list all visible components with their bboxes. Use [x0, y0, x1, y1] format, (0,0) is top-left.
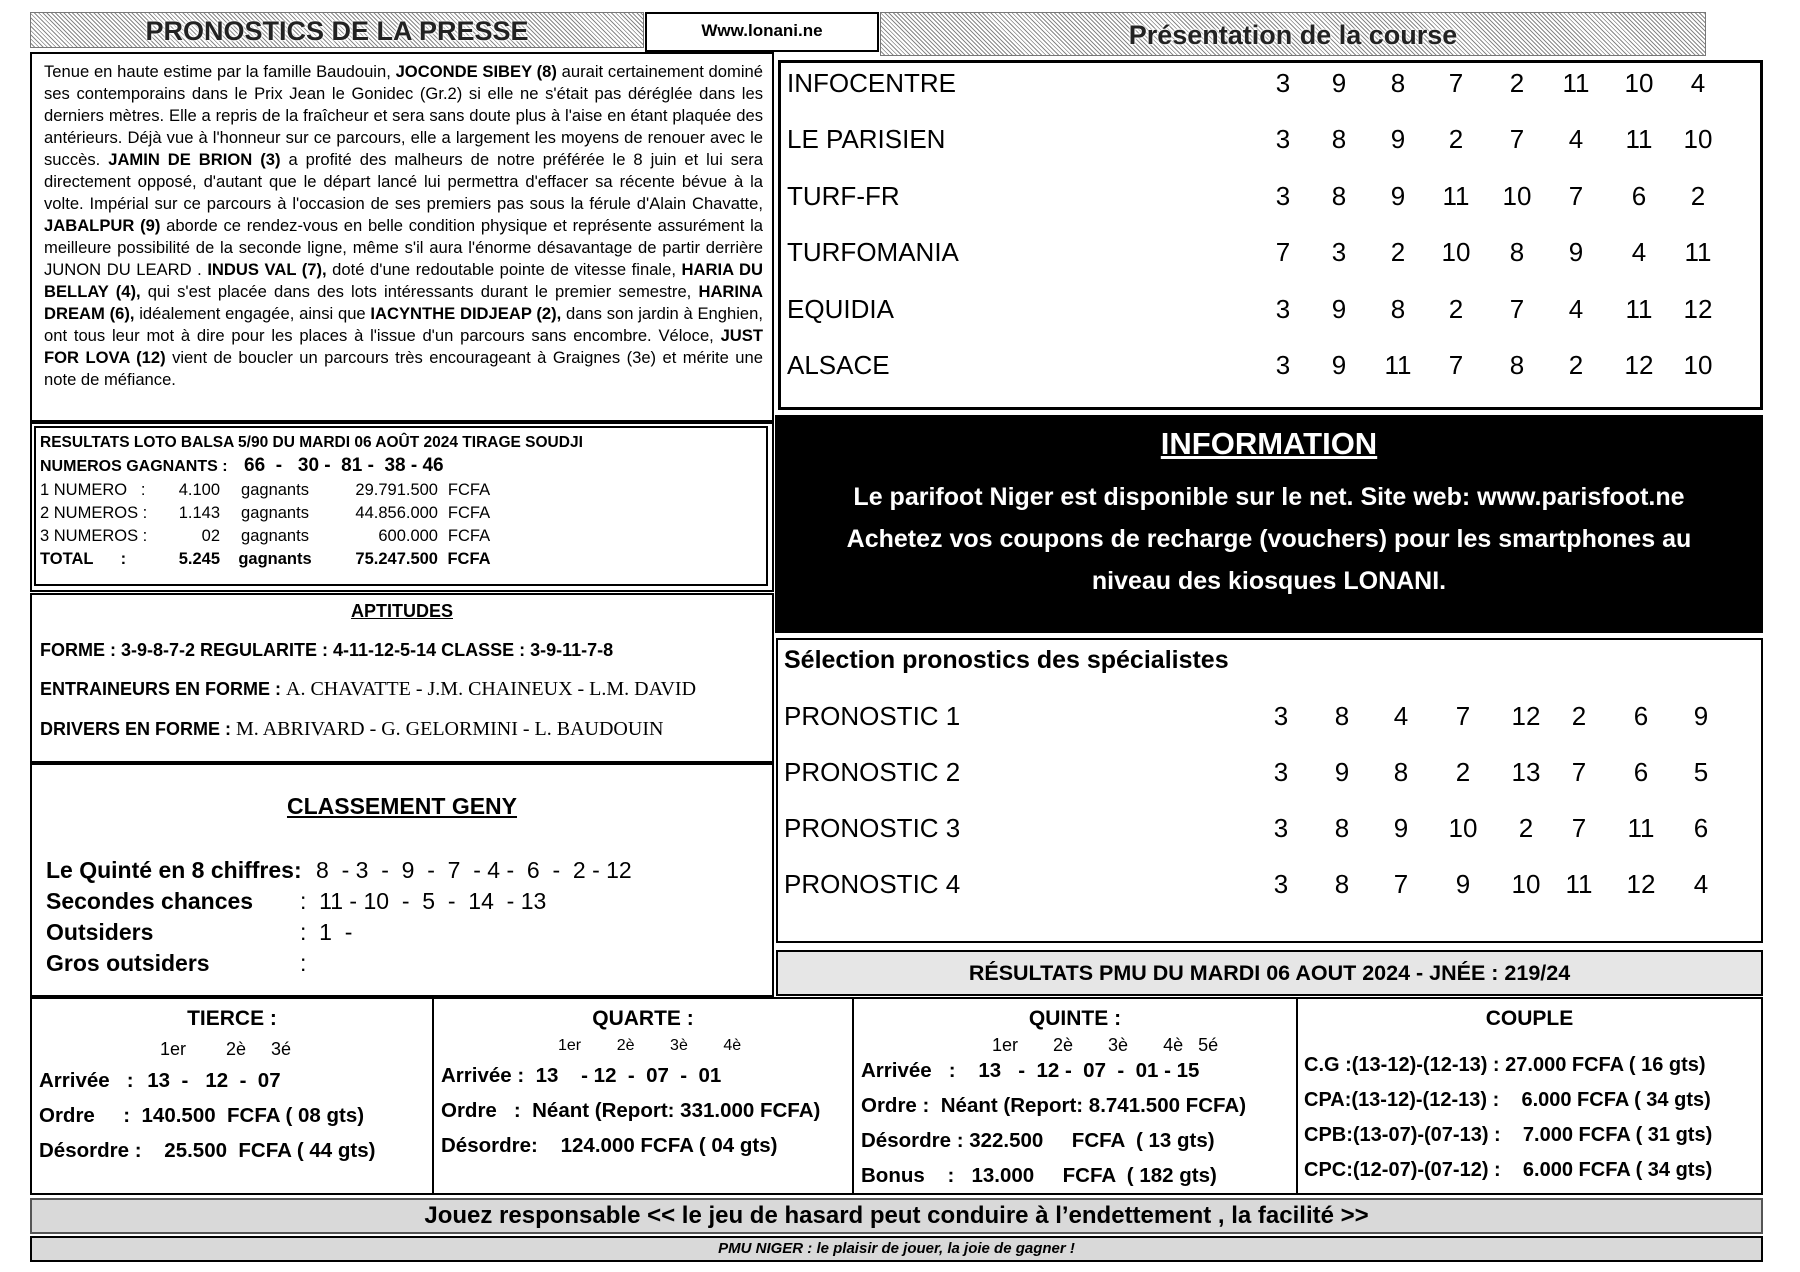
pronostic-row-number: 4: [1693, 868, 1709, 899]
loto-count: 5.245: [178, 550, 220, 568]
pronostic-row-name: PRONOSTIC 3: [784, 812, 961, 843]
presse-row: [781, 289, 1760, 329]
loto-count: 02: [201, 527, 220, 545]
entraineurs-label: ENTRAINEURS EN FORME :: [40, 679, 287, 699]
aptitudes-title: APTITUDES: [350, 601, 453, 621]
pmu-results-bar: [776, 950, 1763, 996]
course-header-title: Présentation de la course: [1128, 20, 1458, 50]
aptitudes-box: [30, 593, 774, 765]
presse-row-name: EQUIDIA: [787, 293, 894, 324]
horse-name: IACYNTHE DIDJEAP (2),: [370, 304, 562, 323]
presse-row-number: 11: [1684, 237, 1712, 267]
classement-quinte: [46, 857, 632, 884]
couple-title: COUPLE: [1485, 1007, 1574, 1030]
aptitudes-drivers: [40, 718, 663, 741]
pronostic-row-number: 9: [1693, 700, 1709, 731]
pronostic-row-number: 3: [1273, 812, 1289, 843]
loto-g: gagnants: [241, 504, 309, 522]
loto-amount: 29.791.500: [355, 481, 438, 499]
presse-row-number: 9: [1331, 350, 1347, 380]
presse-row-number: 8: [1331, 180, 1347, 211]
pronostic-row-number: 7: [1393, 868, 1409, 899]
pronostic-row-number: 4: [1393, 700, 1409, 731]
footer-responsable: [30, 1198, 1763, 1234]
presse-row-number: 11: [1625, 124, 1653, 154]
horse-name: JOCONDE SIBEY (8): [395, 62, 557, 81]
presse-row-number: 4: [1568, 293, 1584, 324]
presse-row-number: 3: [1275, 67, 1291, 98]
couple-line-cg: C.G :(13-12)-(12-13) : 27.000 FCFA ( 16 gts): [1304, 1054, 1706, 1076]
pronostic-row-number: 10: [1448, 812, 1478, 843]
presse-row-number: 8: [1390, 67, 1406, 98]
press-text: [44, 61, 763, 391]
pronostic-row-number: 10: [1511, 868, 1541, 899]
presse-row-number: 3: [1331, 237, 1347, 267]
pronostic-row-number: 8: [1334, 700, 1350, 731]
classement-outsiders: [46, 919, 352, 946]
aptitudes-entraineurs: [40, 678, 696, 701]
loto-rows: [40, 479, 583, 571]
presse-row-number: 3: [1275, 124, 1291, 154]
pronostic-row-number: 3: [1273, 868, 1289, 899]
pronostic-row-number: 8: [1334, 812, 1350, 843]
presse-row-number: 2: [1690, 180, 1706, 211]
quinte-arrivee: Arrivée : 13 - 12 - 07 - 01 - 15: [861, 1059, 1200, 1082]
pronostic-row-number: 9: [1334, 756, 1350, 787]
quarte-title: QUARTE :: [592, 1007, 694, 1030]
loto-label: TOTAL :: [40, 550, 127, 568]
presse-row-number: 9: [1331, 293, 1347, 324]
presse-row: [781, 346, 1760, 386]
pronostic-row-number: 6: [1633, 756, 1649, 787]
selection-title: Sélection pronostics des spécialistes: [784, 646, 1229, 674]
information-title: INFORMATION: [1160, 426, 1378, 461]
pronostic-row-number: 3: [1273, 700, 1289, 731]
tierce-arrivee-label: Arrivée :: [39, 1069, 134, 1092]
horse-name: JABALPUR (9): [44, 216, 161, 235]
loto-g: gagnants: [238, 550, 312, 568]
classement-title: CLASSEMENT GENY: [286, 793, 518, 819]
website-link[interactable]: Www.lonani.ne: [701, 21, 823, 40]
presse-row-number: 12: [1683, 293, 1713, 324]
secondes-value: : 11 - 10 - 5 - 14 - 13: [300, 888, 547, 914]
press-header: [30, 12, 644, 48]
press-text-segment: aborde ce rendez-vous en belle condition physique et représente assurément la meilleure possibilité de la seconde ligne, même s'il aura l'énorme désavantage de partir derrière JUNON DU LEARD .: [44, 216, 763, 279]
presse-row-number: 11: [1562, 67, 1590, 98]
presse-row-number: 7: [1275, 237, 1291, 267]
pronostic-row-number: 11: [1565, 868, 1593, 899]
presse-row-number: 3: [1275, 350, 1291, 380]
couple-box: [1298, 997, 1763, 1195]
quarte-desordre: Désordre: 124.000 FCFA ( 04 gts): [441, 1134, 778, 1157]
pronostic-row-number: 6: [1693, 812, 1709, 843]
quinte-value: 8 - 3 - 9 - 7 - 4 - 6 - 2 - 12: [316, 857, 632, 883]
selection-box: [776, 638, 1763, 943]
pronostic-row-number: 3: [1273, 756, 1289, 787]
course-header: [880, 12, 1706, 56]
pmu-results-title: RÉSULTATS PMU DU MARDI 06 AOUT 2024 - JNÉE : 219/24: [968, 961, 1571, 985]
loto-g: gagnants: [241, 527, 309, 545]
press-text-segment: dans son jardin à Enghien, ont tous leur mot à dire pour les places à l'issue d'un parcours sans encombre. Véloce,: [44, 304, 763, 345]
presse-row-number: 9: [1331, 67, 1347, 98]
loto-label: 1 NUMERO :: [40, 481, 146, 499]
presse-row-name: TURFOMANIA: [787, 237, 959, 267]
presse-row-number: 2: [1509, 67, 1525, 98]
information-line2: Achetez vos coupons de recharge (vouchers) pour les smartphones au: [846, 525, 1692, 553]
loto-box: [30, 422, 774, 592]
quarte-ordre: Ordre : Néant (Report: 331.000 FCFA): [441, 1099, 821, 1122]
tierce-arrivee: [39, 1069, 281, 1093]
press-text-segment: doté d'une redoutable pointe de vitesse finale,: [326, 260, 682, 279]
press-text-segment: idéalement engagée, ainsi que: [134, 304, 371, 323]
horse-name: JAMIN DE BRION (3): [108, 150, 281, 169]
horse-name: INDUS VAL (7),: [207, 260, 327, 279]
classement-box: [30, 765, 774, 997]
gros-value: :: [300, 950, 307, 976]
footer-responsable-text: Jouez responsable << le jeu de hasard peut conduire à l’endettement , la facilité >>: [424, 1202, 1369, 1229]
presse-row-number: 8: [1509, 237, 1525, 267]
loto-row: [40, 479, 583, 502]
outsiders-value: : 1 -: [300, 919, 353, 945]
loto-numeros-label: NUMEROS GAGNANTS :: [40, 458, 228, 475]
entraineurs-value: A. CHAVATTE - J.M. CHAINEUX - L.M. DAVID: [286, 678, 697, 700]
press-text-segment: a profité des malheurs de notre préférée le 8 juin et lui sera directement opposé, d'autant que le départ lancé lui permettra d'effacer sa récente bévue à la volte. Impérial sur ce parcours à l'occasion de ses premiers pas sous la férule d'Alain Chavatte,: [44, 150, 764, 213]
presse-row-number: 2: [1568, 350, 1584, 380]
pronostic-row: [778, 696, 1761, 736]
presse-row-number: 9: [1390, 180, 1406, 211]
aptitudes-forme: FORME : 3-9-8-7-2 REGULARITE : 4-11-12-5-14 CLASSE : 3-9-11-7-8: [40, 640, 614, 660]
presse-row-number: 10: [1683, 350, 1713, 380]
pronostic-row-number: 7: [1455, 700, 1471, 731]
pronostic-row: [778, 752, 1761, 792]
classement-secondes: [46, 888, 546, 915]
presse-row-number: 2: [1448, 124, 1464, 154]
loto-amount: 75.247.500: [355, 550, 438, 568]
information-line3: niveau des kiosques LONANI.: [1091, 567, 1447, 595]
tierce-title: TIERCE :: [187, 1007, 277, 1030]
loto-row: [40, 525, 583, 548]
presse-row-number: 9: [1390, 124, 1406, 154]
press-text-segment: qui s'est placée dans des lots intéressants durant le premier semestre,: [140, 282, 699, 301]
presse-row-number: 7: [1448, 350, 1464, 380]
press-text-segment: Tenue en haute estime par la famille Baudouin,: [44, 62, 396, 81]
loto-cur: FCFA: [447, 527, 491, 545]
presse-row-name: LE PARISIEN: [787, 124, 946, 154]
quarte-box: [434, 997, 854, 1195]
pronostic-row-number: 8: [1334, 868, 1350, 899]
loto-cur: FCFA: [447, 504, 491, 522]
couple-line-cpb: CPB:(13-07)-(07-13) : 7.000 FCFA ( 31 gts): [1304, 1124, 1713, 1146]
information-line1: Le parifoot Niger est disponible sur le net. Site web: www.parisfoot.ne: [853, 483, 1685, 511]
pronostic-row-number: 11: [1627, 812, 1655, 843]
quarte-head: 1er 2è 3è 4è: [558, 1037, 742, 1054]
loto-cur: FCFA: [447, 550, 491, 568]
quinte-ordre: Ordre : Néant (Report: 8.741.500 FCFA): [861, 1094, 1247, 1117]
couple-line-cpa: CPA:(13-12)-(12-13) : 6.000 FCFA ( 34 gts): [1304, 1089, 1711, 1111]
pronostic-row-number: 12: [1511, 700, 1541, 731]
presse-row-number: 11: [1442, 180, 1470, 211]
presse-row-number: 11: [1625, 293, 1653, 324]
presse-row-number: 8: [1509, 350, 1525, 380]
presse-row-number: 6: [1631, 180, 1647, 211]
loto-label: 3 NUMEROS :: [40, 527, 148, 545]
loto-g: gagnants: [241, 481, 309, 499]
press-header-title: PRONOSTICS DE LA PRESSE: [145, 16, 529, 46]
pronostic-row-number: 9: [1393, 812, 1409, 843]
loto-cur: FCFA: [447, 481, 491, 499]
quinte-desordre: Désordre : 322.500 FCFA ( 13 gts): [861, 1129, 1215, 1152]
classement-gros: [46, 950, 306, 977]
horse-name: JUST FOR LOVA (12): [44, 326, 763, 367]
pronostic-row-number: 7: [1571, 812, 1587, 843]
tierce-head: 1er 2è 3é: [160, 1039, 292, 1059]
secondes-label: Secondes chances: [46, 888, 254, 914]
pronostic-row-name: PRONOSTIC 1: [784, 700, 961, 731]
loto-numeros: 66 - 30 - 81 - 38 - 46: [244, 455, 444, 476]
presse-row-number: 10: [1624, 67, 1654, 98]
loto-count: 1.143: [178, 504, 220, 522]
loto-amount: 600.000: [378, 527, 438, 545]
pronostic-row-number: 5: [1693, 756, 1709, 787]
quinte-head: 1er 2è 3è 4è 5é: [992, 1035, 1219, 1055]
pronostic-row-number: 13: [1511, 756, 1541, 787]
loto-title: RESULTATS LOTO BALSA 5/90 DU MARDI 06 AOÛT 2024 TIRAGE SOUDJI: [40, 434, 583, 451]
pronostic-row-number: 2: [1518, 812, 1534, 843]
presse-row-number: 10: [1502, 180, 1532, 211]
tierce-desordre: Désordre : 25.500 FCFA ( 44 gts): [39, 1139, 376, 1162]
presse-row-number: 4: [1568, 124, 1584, 154]
horse-name: HARIA DU BELLAY (4),: [44, 260, 763, 301]
pronostic-row-number: 6: [1633, 700, 1649, 731]
presse-row: [781, 176, 1760, 216]
presse-row-number: 12: [1624, 350, 1654, 380]
loto-count: 4.100: [178, 481, 220, 499]
presse-row-number: 4: [1690, 67, 1706, 98]
presse-row-number: 7: [1509, 293, 1525, 324]
presse-grid: [778, 60, 1763, 410]
presse-row-number: 2: [1448, 293, 1464, 324]
pronostic-row-name: PRONOSTIC 2: [784, 756, 961, 787]
footer-slogan-text: PMU NIGER : le plaisir de jouer, la joie de gagner !: [718, 1240, 1075, 1257]
couple-line-cpc: CPC:(12-07)-(07-12) : 6.000 FCFA ( 34 gts): [1304, 1159, 1713, 1181]
presse-row-number: 10: [1683, 124, 1713, 154]
presse-row-number: 9: [1568, 237, 1584, 267]
drivers-value: M. ABRIVARD - G. GELORMINI - L. BAUDOUIN: [236, 718, 664, 740]
quinte-box: [854, 997, 1298, 1195]
presse-row-number: 11: [1384, 350, 1412, 380]
information-box: [775, 415, 1763, 633]
presse-row-number: 2: [1390, 237, 1406, 267]
tierce-ordre: Ordre : 140.500 FCFA ( 08 gts): [39, 1104, 365, 1127]
quinte-label: Le Quinté en 8 chiffres:: [46, 857, 302, 883]
press-text-segment: vient de boucler un parcours très encourageant à Graignes (3e) et mérite une note de méfiance.: [44, 348, 763, 389]
loto-label: 2 NUMEROS :: [40, 504, 148, 522]
loto-row: [40, 548, 583, 571]
pronostic-row: [778, 808, 1761, 848]
presse-row-number: 3: [1275, 293, 1291, 324]
gros-label: Gros outsiders: [46, 950, 210, 976]
presse-row-name: INFOCENTRE: [787, 67, 956, 98]
pronostic-row-number: 7: [1571, 756, 1587, 787]
pronostic-row-number: 12: [1626, 868, 1656, 899]
presse-row-number: 7: [1568, 180, 1584, 211]
loto-row: [40, 502, 583, 525]
press-text-box: [30, 52, 774, 422]
outsiders-label: Outsiders: [46, 919, 154, 945]
loto-amount: 44.856.000: [355, 504, 438, 522]
presse-row-number: 8: [1390, 293, 1406, 324]
quarte-arrivee: Arrivée : 13 - 12 - 07 - 01: [441, 1064, 722, 1087]
pronostic-row: [778, 864, 1761, 904]
pronostic-row-number: 2: [1571, 700, 1587, 731]
presse-row-number: 7: [1509, 124, 1525, 154]
presse-row-number: 10: [1441, 237, 1471, 267]
presse-row-name: TURF-FR: [787, 180, 900, 211]
presse-row-number: 8: [1331, 124, 1347, 154]
presse-row: [781, 120, 1760, 160]
website-box: [645, 12, 879, 52]
presse-row-number: 4: [1631, 237, 1647, 267]
horse-name: HARINA DREAM (6),: [44, 282, 763, 323]
presse-row: [781, 63, 1760, 103]
press-text-segment: aurait certainement dominé ses contemporains dans le Prix Jean le Gonidec (Gr.2) si elle ne s'était pas déréglée dans les derniers mètres. Elle a repris de la fraîcheur et sera sans doute plus à l'aise en étant plaquée des antérieurs. Déjà vue à l'honneur sur ce parcours, elle a largement les moyens de renouer avec le succès.: [44, 62, 763, 169]
pronostic-row-name: PRONOSTIC 4: [784, 868, 961, 899]
pronostic-row-number: 2: [1455, 756, 1471, 787]
presse-row: [781, 233, 1760, 273]
footer-slogan: [30, 1236, 1763, 1262]
quinte-bonus: Bonus : 13.000 FCFA ( 182 gts): [861, 1164, 1217, 1187]
tierce-box: [30, 997, 434, 1195]
presse-row-number: 7: [1448, 67, 1464, 98]
pronostic-row-number: 8: [1393, 756, 1409, 787]
presse-row-number: 3: [1275, 180, 1291, 211]
presse-row-name: ALSACE: [787, 350, 890, 380]
tierce-arrivee-value: 13 - 12 - 07: [147, 1069, 281, 1092]
drivers-label: DRIVERS EN FORME :: [40, 719, 237, 739]
quinte-title: QUINTE :: [1028, 1007, 1122, 1030]
pronostic-row-number: 9: [1455, 868, 1471, 899]
